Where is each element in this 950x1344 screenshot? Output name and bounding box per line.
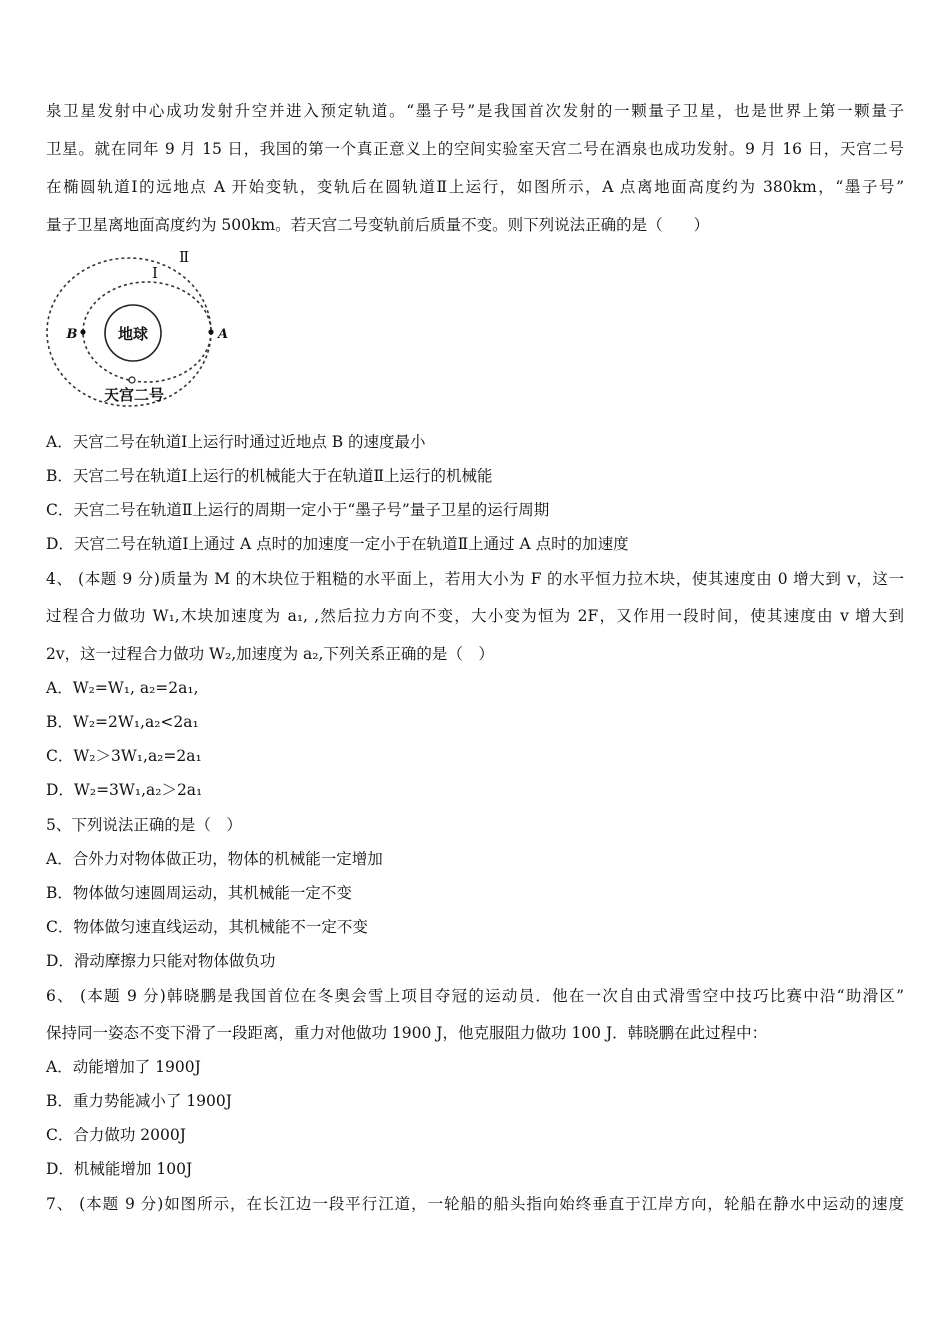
q4-option-b: B．W₂=2W₁,a₂<2a₁ bbox=[46, 713, 199, 731]
q6-option-d: D．机械能增加 100J bbox=[46, 1160, 193, 1178]
q6-line-2: 保持同一姿态不变下滑了一段距离，重力对他做功 1900 J，他克服阻力做功 100 J．韩晓鹏在此过程中： bbox=[46, 1024, 768, 1042]
q5-option-a: A．合外力对物体做正功，物体的机械能一定增加 bbox=[46, 850, 383, 868]
q4-line-3: 2v，这一过程合力做功 W₂,加速度为 a₂,下列关系正确的是（ ） bbox=[46, 645, 494, 663]
intro-line-1: 泉卫星发射中心成功发射升空并进入预定轨道。“墨子号”是我国首次发射的一颗量子卫星，也是世界上第一颗量子 bbox=[46, 102, 904, 120]
q3-option-d: D．天宫二号在轨道Ⅰ上通过 A 点时的加速度一定小于在轨道Ⅱ上通过 A 点时的加速度 bbox=[46, 535, 629, 553]
q5-option-c: C．物体做匀速直线运动，其机械能不一定不变 bbox=[46, 918, 368, 936]
orbit-1-label: Ⅰ bbox=[152, 264, 158, 282]
point-a-dot bbox=[208, 329, 213, 334]
point-b-dot bbox=[80, 329, 85, 334]
q3-option-c: C．天宫二号在轨道Ⅱ上运行的周期一定小于“墨子号”量子卫星的运行周期 bbox=[46, 501, 550, 519]
q5-stem: 5、下列说法正确的是（ ） bbox=[46, 816, 242, 834]
intro-line-4: 量子卫星离地面高度约为 500km。若天宫二号变轨前后质量不变。则下列说法正确的是（ ） bbox=[46, 216, 710, 234]
q4-option-d: D．W₂=3W₁,a₂＞2a₁ bbox=[46, 781, 203, 799]
station-marker bbox=[129, 377, 135, 383]
q6-option-b: B．重力势能减小了 1900J bbox=[46, 1092, 232, 1110]
q5-option-b: B．物体做匀速圆周运动，其机械能一定不变 bbox=[46, 884, 352, 902]
q3-option-a: A．天宫二号在轨道Ⅰ上运行时通过近地点 B 的速度最小 bbox=[46, 433, 426, 451]
orbit-2-label: Ⅱ bbox=[179, 248, 190, 266]
earth-label: 地球 bbox=[117, 325, 149, 343]
q4-option-c: C．W₂＞3W₁,a₂=2a₁ bbox=[46, 747, 202, 765]
q5-option-d: D．滑动摩擦力只能对物体做负功 bbox=[46, 952, 276, 970]
q6-line-1: 6、 (本题 9 分)韩晓鹏是我国首位在冬奥会雪上项目夺冠的运动员．他在一次自由式滑雪空中技巧比赛中沿“助滑区” bbox=[46, 987, 904, 1005]
q6-option-a: A．动能增加了 1900J bbox=[46, 1058, 201, 1076]
point-b-label: B bbox=[66, 327, 78, 342]
q4-line-1: 4、 (本题 9 分)质量为 M 的木块位于粗糙的水平面上，若用大小为 F 的水平恒力拉木块，使其速度由 0 增大到 v，这一 bbox=[46, 570, 904, 588]
intro-line-3: 在椭圆轨道Ⅰ的远地点 A 开始变轨，变轨后在圆轨道Ⅱ上运行，如图所示，A 点离地面高度约为 380km，“墨子号” bbox=[46, 178, 904, 196]
orbit-diagram bbox=[44, 244, 240, 410]
q3-option-b: B．天宫二号在轨道Ⅰ上运行的机械能大于在轨道Ⅱ上运行的机械能 bbox=[46, 467, 493, 485]
q6-option-c: C．合力做功 2000J bbox=[46, 1126, 186, 1144]
point-a-label: A bbox=[218, 327, 229, 342]
station-label: 天宫二号 bbox=[103, 386, 165, 404]
q4-line-2: 过程合力做功 W₁,木块加速度为 a₁, ,然后拉力方向不变，大小变为恒为 2F，又作用一段时间，使其速度由 v 增大到 bbox=[46, 607, 904, 625]
q4-option-a: A．W₂=W₁, a₂=2a₁, bbox=[46, 679, 199, 697]
intro-line-2: 卫星。就在同年 9 月 15 日，我国的第一个真正意义上的空间实验室天宫二号在酒泉也成功发射。9 月 16 日，天宫二号 bbox=[46, 140, 904, 158]
q7-line-1: 7、 (本题 9 分)如图所示，在长江边一段平行江道，一轮船的船头指向始终垂直于江岸方向，轮船在静水中运动的速度 bbox=[46, 1195, 904, 1213]
